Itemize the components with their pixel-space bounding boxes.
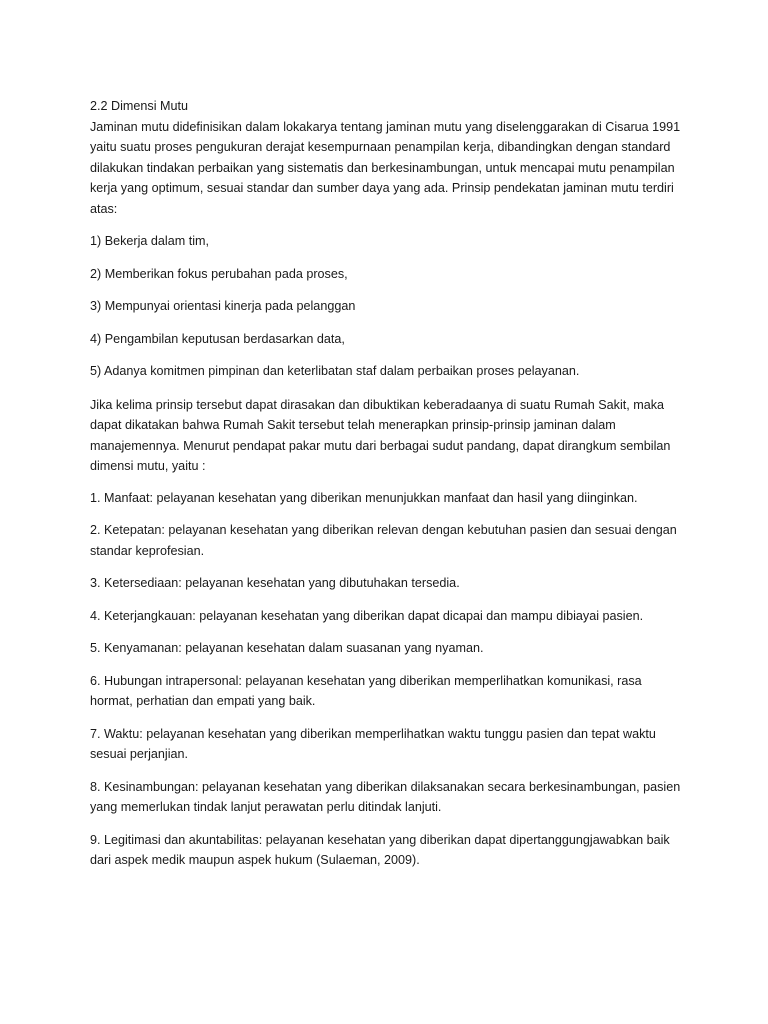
dimension-item-5: 5. Kenyamanan: pelayanan kesehatan dalam suasanan yang nyaman.: [90, 641, 484, 655]
document-body: [90, 96, 686, 871]
dimension-item-1: 1. Manfaat: pelayanan kesehatan yang diberikan menunjukkan manfaat dan hasil yang diinginkan.: [90, 490, 638, 505]
dimension-item-9: 9. Legitimasi dan akuntabilitas: pelayanan kesehatan yang diberikan dapat dipertanggungjawabkan baik dari aspek medik maupun aspek hukum (Sulaeman, 2009).: [90, 832, 670, 867]
principle-item-3: 3) Mempunyai orientasi kinerja pada pelanggan: [90, 299, 356, 313]
principle-item-2: 2) Memberikan fokus perubahan pada proses,: [90, 266, 348, 281]
dimension-item-4: 4. Keterjangkauan: pelayanan kesehatan yang diberikan dapat dicapai dan mampu dibiayai pasien.: [90, 608, 644, 623]
principle-item-4: 4) Pengambilan keputusan berdasarkan data,: [90, 331, 345, 346]
dimension-item-2: 2. Ketepatan: pelayanan kesehatan yang diberikan relevan dengan kebutuhan pasien dan sesuai dengan standar keprofesian.: [90, 523, 677, 558]
dimension-item-8: 8. Kesinambungan: pelayanan kesehatan yang diberikan dilaksanakan secara berkesinambungan, pasien yang memerlukan tindak lanjut perawatan perlu ditindak lanjuti.: [90, 779, 681, 814]
dimension-item-3: 3. Ketersediaan: pelayanan kesehatan yang dibutuhakan tersedia.: [90, 576, 460, 590]
dimension-item-7: 7. Waktu: pelayanan kesehatan yang diberikan memperlihatkan waktu tunggu pasien dan tepat waktu sesuai perjanjian.: [90, 726, 656, 761]
summary-paragraph: Jika kelima prinsip tersebut dapat dirasakan dan dibuktikan keberadaanya di suatu Rumah Sakit, maka dapat dikatakan bahwa Rumah Sakit tersebut telah menerapkan prinsip-prinsip jaminan dalam manajemennya. Menurut pendapat pakar mutu dari berbagai sudut pandang, dapat dirangkum sembilan dimensi mutu, yaitu :: [90, 397, 671, 473]
section-heading: 2.2 Dimensi Mutu: [90, 99, 188, 113]
dimension-item-6: 6. Hubungan intrapersonal: pelayanan kesehatan yang diberikan memperlihatkan komunikasi, rasa hormat, perhatian dan empati yang baik.: [90, 673, 642, 708]
intro-paragraph: Jaminan mutu didefinisikan dalam lokakarya tentang jaminan mutu yang diselenggarakan di Cisarua 1991 yaitu suatu proses pengukuran derajat kesempurnaan penampilan kerja, dibandingkan dengan standard dilakukan tindakan perbaikan yang sistematis dan berkesinambungan, untuk mencapai mutu penampilan kerja yang optimum, sesuai standar dan sumber daya yang ada. Prinsip pendekatan jaminan mutu terdiri atas:: [90, 119, 681, 216]
principle-item-1: 1) Bekerja dalam tim,: [90, 234, 209, 248]
principle-item-5: 5) Adanya komitmen pimpinan dan keterlibatan staf dalam perbaikan proses pelayanan.: [90, 364, 580, 378]
